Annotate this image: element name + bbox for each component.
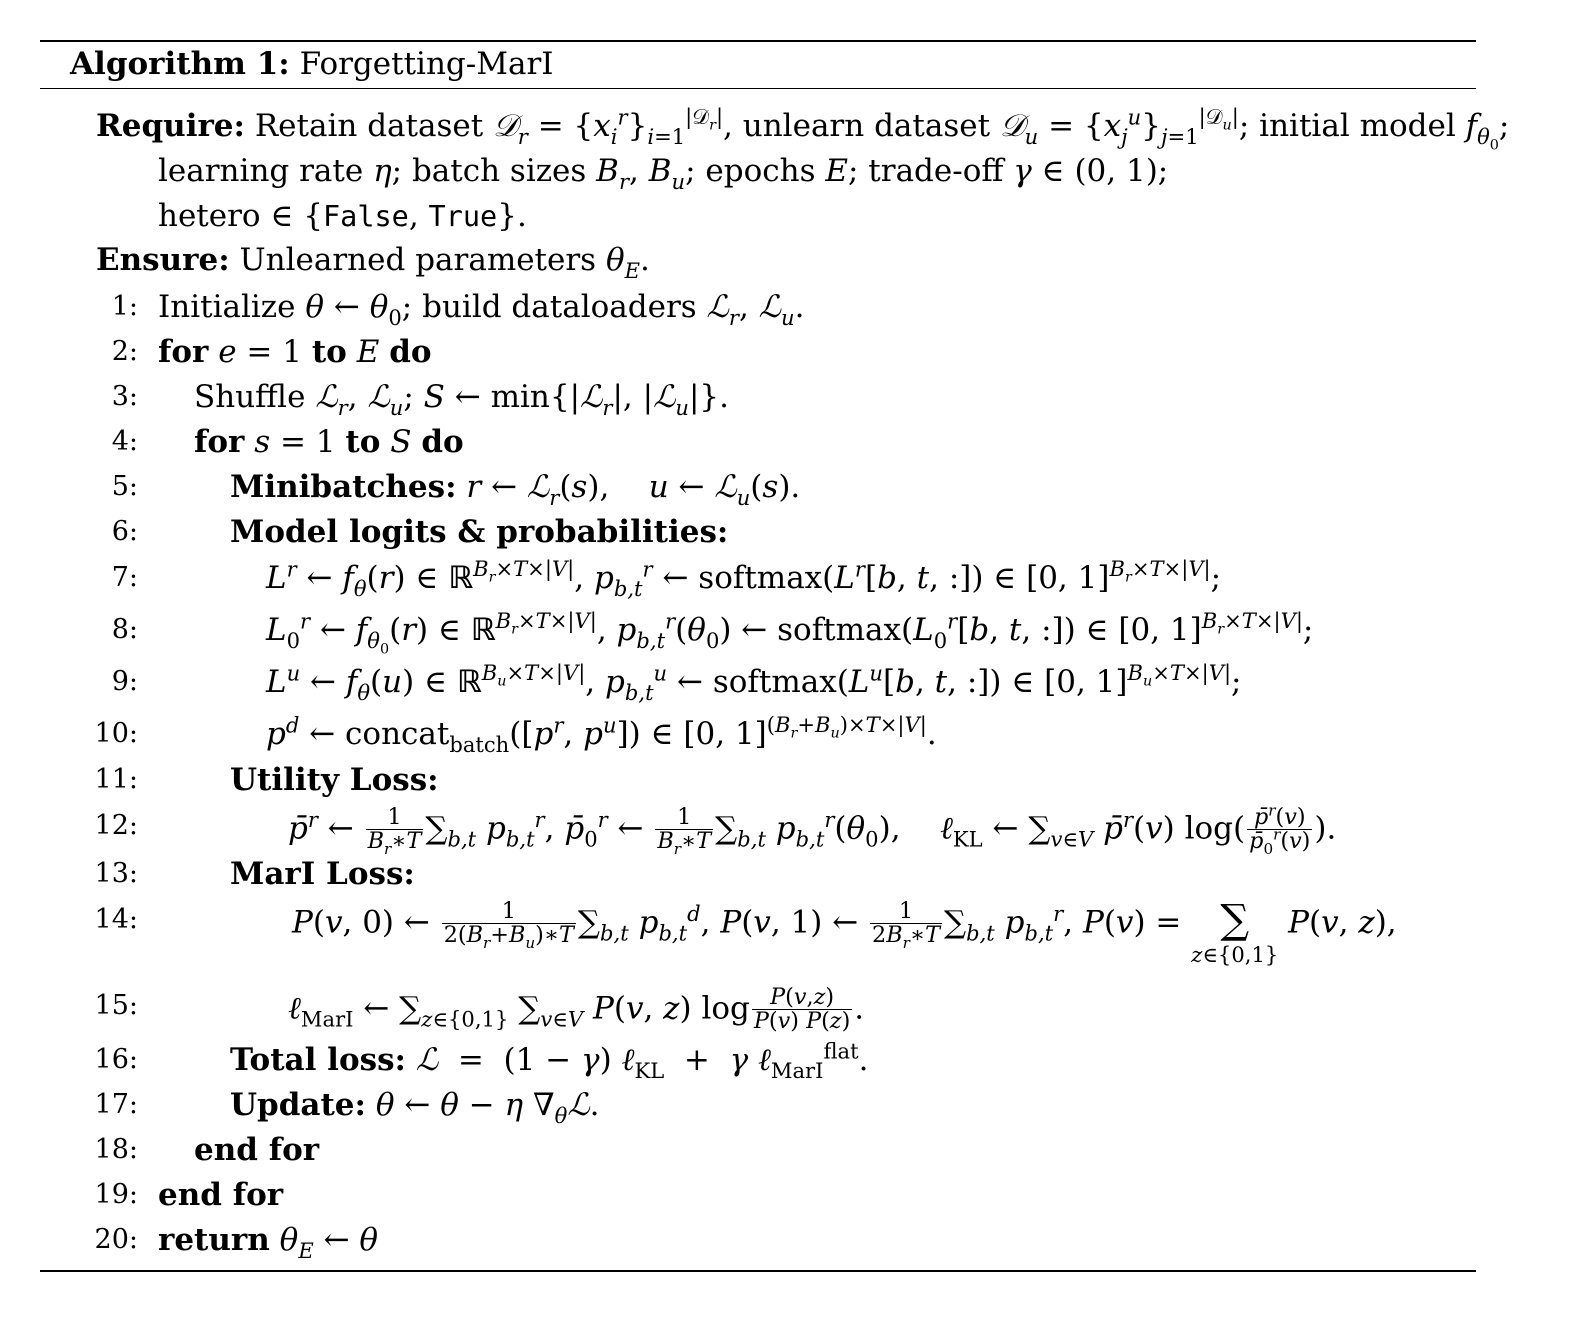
line-number: 14: (94, 904, 138, 935)
line-number: 5: (111, 471, 138, 502)
algorithm-label: Algorithm 1: (70, 46, 290, 82)
false-literal: False (322, 200, 409, 233)
line-number: 2: (111, 336, 138, 367)
update-label: Update: (230, 1087, 366, 1123)
top-rule (40, 40, 1476, 42)
require-text-6: }. (497, 198, 527, 234)
line-number: 4: (111, 426, 138, 457)
require-keyword: Require: (96, 108, 245, 144)
minibatches-label: Minibatches: (230, 469, 457, 505)
ensure-text: Unlearned parameters $\theta_E$. (239, 242, 650, 283)
to-keyword: to (345, 424, 381, 460)
line-number: 1: (111, 291, 138, 322)
line-number: 3: (111, 381, 138, 412)
require-text-5: hetero ∈ { (158, 198, 323, 234)
require-text-2: , unlearn dataset (723, 108, 1000, 144)
line-number: 6: (111, 516, 138, 547)
log-text: log (701, 990, 750, 1027)
line-number: 18: (94, 1134, 138, 1165)
algorithm-name: Forgetting-MarI (299, 46, 554, 82)
true-literal: True (428, 200, 498, 233)
concat-text: concat (345, 716, 450, 752)
utility-loss-label: Utility Loss: (230, 762, 439, 798)
bottom-rule (40, 1270, 1476, 1272)
line-number: 8: (111, 614, 138, 645)
line-number: 11: (94, 764, 138, 795)
mari-loss-label: MarI Loss: (230, 856, 415, 892)
do-keyword: do (421, 424, 464, 460)
algorithm-title (70, 44, 554, 84)
line-number: 17: (94, 1089, 138, 1120)
softmax-text: softmax (698, 560, 823, 596)
require-text-3: ; initial model (1238, 108, 1466, 144)
init-text: Initialize (158, 289, 306, 325)
require-text-4: learning rate η; batch sizes $B_r$, $B_u$; epochs E; trade-off γ ∈ (0, 1); (158, 153, 1169, 194)
ensure-keyword: Ensure: (96, 242, 230, 278)
softmax-text: softmax (777, 612, 902, 648)
min-text: min (490, 379, 550, 415)
line-number: 19: (94, 1179, 138, 1210)
log-text: log (1184, 810, 1234, 847)
require-line-2 (158, 151, 1169, 194)
batch-subscript: batch (449, 732, 510, 757)
build-text: ; build dataloaders (401, 289, 707, 325)
line-number: 12: (94, 810, 138, 841)
line-number: 20: (94, 1224, 138, 1255)
line-number: 10: (94, 718, 138, 749)
return-keyword: return (158, 1222, 270, 1258)
model-logits-label: Model logits & probabilities: (230, 514, 729, 550)
total-loss-label: Total loss: (230, 1042, 406, 1078)
for-keyword: for (194, 424, 245, 460)
line-number: 7: (111, 562, 138, 593)
shuffle-text: Shuffle (194, 379, 316, 415)
do-keyword: do (389, 334, 432, 370)
for-keyword: for (158, 334, 209, 370)
end-for-keyword: end for (158, 1177, 284, 1213)
to-keyword: to (311, 334, 347, 370)
line-number: 9: (111, 666, 138, 697)
softmax-text: softmax (712, 664, 837, 700)
require-line-1: Require: Retain dataset 𝒟$_r$ = $\{x_i^r\}_{i=1}^{|𝒟_r|}$, unlearn dataset 𝒟$_u$ = $\{x_j^u\}_{j=1}^{|𝒟_u|}$; initial model $f_{\theta_0}$; (96, 104, 1510, 154)
require-text-1: Retain dataset (254, 108, 494, 144)
line-number: 15: (94, 990, 138, 1021)
require-line-3: hetero ∈ {False, True}. (158, 198, 527, 234)
ensure-line (96, 240, 650, 283)
line-number: 13: (94, 858, 138, 889)
end-for-keyword: end for (194, 1132, 320, 1168)
header-rule (40, 88, 1476, 89)
line-number: 16: (94, 1044, 138, 1075)
